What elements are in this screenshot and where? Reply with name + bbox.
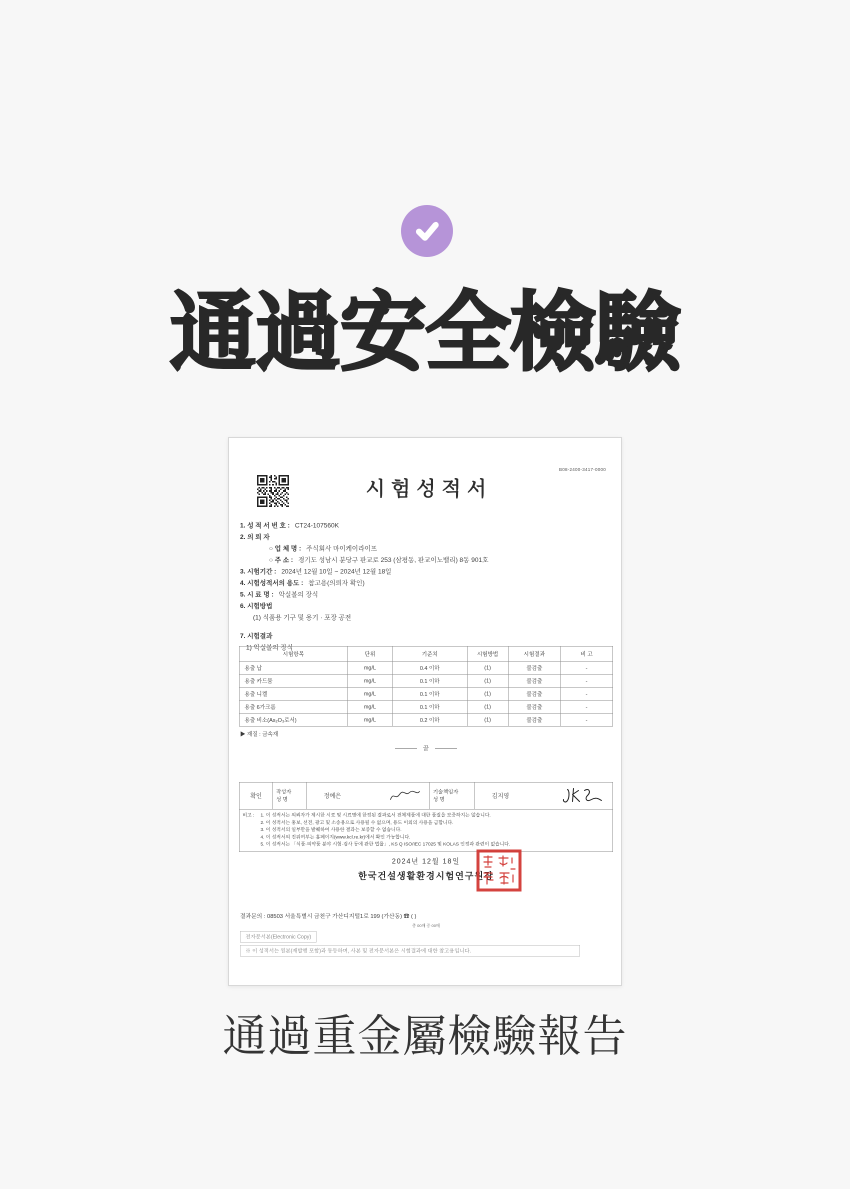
- notes-list: [261, 812, 511, 848]
- field-result-subtitle: 1) 악실볼의 장식: [246, 643, 294, 651]
- notes-label: 비고 :: [242, 812, 255, 818]
- check-badge: [401, 205, 453, 257]
- certificate-fields: [240, 520, 612, 654]
- col-method: 시험방법: [467, 646, 508, 661]
- issuer-name: 한국건설생활환경시험연구원장: [358, 871, 494, 881]
- field-address: ○ 주 소 : 경기도 성남시 분당구 판교로 253 (삼평동, 판교이노밸리) 8동 901호: [269, 556, 489, 564]
- table-row: 용출 니켈 mg/L 0.1 이하 (1) 불검출 -: [239, 687, 613, 700]
- field-test-result: 7. 시험결과: [240, 632, 273, 640]
- page-title: 通過安全檢驗: [170, 285, 680, 381]
- col-unit: 단위: [348, 646, 393, 661]
- table-row: 용출 납 mg/L 0.4 이하 (1) 불검출 -: [239, 661, 613, 674]
- table-row: 용출 6가크롬 mg/L 0.1 이하 (1) 불검출 -: [239, 700, 613, 713]
- field-purpose: 4. 시험성적서의 용도 : 참고용(의뢰자 확인): [240, 579, 365, 587]
- results-table-header: [239, 646, 613, 661]
- doc-code: B08-2400-3417-0000: [558, 467, 606, 472]
- certificate-title: 시험성적서: [365, 478, 493, 500]
- results-table: [239, 646, 613, 727]
- issue-date: 2024년 12월 18일: [391, 857, 461, 865]
- signature-table: [239, 782, 613, 810]
- field-test-period: 3. 시험기간 : 2024년 12월 10일 ~ 2024년 12월 18일: [240, 567, 392, 575]
- field-test-method: 6. 시험방법: [240, 602, 273, 610]
- certificate-image: [228, 437, 622, 986]
- writer-name-cell: 정예은: [306, 782, 429, 809]
- field-sample-name: 5. 시 료 명 : 악실볼의 장식: [240, 590, 319, 598]
- col-remark: 비 고: [560, 646, 612, 661]
- field-test-method-detail: (1) 식품용 기구 및 용기 · 포장 공전: [253, 613, 352, 621]
- writer-signature: [387, 787, 422, 806]
- col-test-item: 시험항목: [239, 646, 347, 661]
- check-icon: [411, 215, 443, 247]
- tech-signature: [561, 787, 606, 806]
- electronic-copy-box: 전자문서본(Electronic Copy): [240, 931, 317, 943]
- note-line: 3. 이 성적서의 일부만을 발췌하여 사용한 결과는 보증할 수 없습니다.: [260, 827, 402, 833]
- tech-name-cell: 김지영: [475, 782, 613, 809]
- end-mark-dash: [395, 748, 417, 749]
- end-mark: 끝: [423, 745, 429, 752]
- material-note: ▶ 재질 : 금속재: [240, 731, 279, 738]
- col-standard: 기준치: [392, 646, 467, 661]
- field-client: 2. 의 뢰 자: [240, 533, 270, 541]
- note-line: 5. 이 성적서는 「식품·의약품 분야 시험·검사 등에 관한 법률」, KS Q ISO/IEC 17025 및 KOLAS 인정과 관련이 없습니다.: [260, 841, 511, 847]
- table-row: 용출 카드뮴 mg/L 0.1 이하 (1) 불검출 -: [239, 674, 613, 687]
- note-line: 4. 이 성적서의 진위여부는 홈페이지(www.kcl.re.kr)에서 확인 가능합니다.: [260, 834, 411, 840]
- footnote-box: ※ 이 성적서는 원본(재발행 포함)과 동등하며, 사본 및 전자문서본은 시험결과에 대한 참고용입니다.: [240, 945, 580, 957]
- end-mark-dash: [435, 748, 457, 749]
- official-seal-stamp-icon: [476, 849, 522, 892]
- note-line: 2. 이 성적서는 홍보, 선전, 광고 및 소송용으로 사용될 수 없으며, 용도 이외의 사용을 금합니다.: [260, 819, 454, 826]
- certificate-page: [229, 438, 622, 986]
- field-company: ○ 업 체 명 : 주식회사 마이케이라이프: [269, 544, 378, 552]
- tech-label: 기술책임자 성 명: [430, 782, 475, 809]
- page-count: 총 00매 중 00매: [412, 923, 440, 928]
- confirm-label: 확인: [239, 782, 273, 809]
- writer-label: 작성자 성 명: [273, 782, 307, 809]
- field-report-number: 1. 성 적 서 번 호 : CT24-107560K: [240, 521, 339, 529]
- col-result: 시험결과: [508, 646, 560, 661]
- notes-box: [239, 810, 613, 852]
- contact-line: 결과문의 : 08503 서울특별시 금천구 가산디지털1로 199 (가산동) ☎ ( ): [240, 913, 417, 920]
- caption: 通過重金屬檢驗報告: [222, 1012, 628, 1061]
- table-row: 용출 비소(As₂O₃로서) mg/L 0.2 이하 (1) 불검출 -: [239, 713, 613, 726]
- note-line: 1. 이 성적서는 의뢰자가 제시한 시료 및 시료명에 한정된 결과로서 전체제품에 대한 품질을 보증하지는 않습니다.: [260, 812, 491, 818]
